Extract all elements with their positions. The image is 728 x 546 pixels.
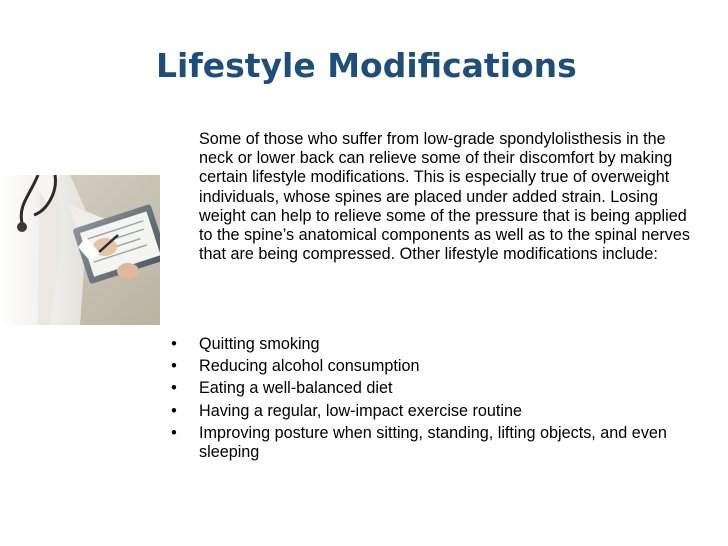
doctor-clipboard-photo bbox=[0, 175, 160, 325]
bullet-item bbox=[168, 379, 708, 398]
bullet-text: Improving posture when sitting, standing, lifting objects, and even sleeping bbox=[199, 423, 667, 462]
bullet-text: Reducing alcohol consumption bbox=[199, 357, 420, 376]
bullet-glyph: • bbox=[171, 423, 177, 442]
lifestyle-bullet-list bbox=[168, 335, 708, 465]
bullet-item bbox=[168, 424, 708, 462]
bullet-glyph: • bbox=[171, 357, 177, 376]
bullet-text: Having a regular, low-impact exercise routine bbox=[199, 401, 522, 420]
bullet-glyph: • bbox=[171, 401, 177, 420]
doctor-photo-illustration bbox=[0, 175, 160, 325]
bullet-text: Eating a well-balanced diet bbox=[199, 379, 393, 398]
bullet-text: Quitting smoking bbox=[199, 335, 320, 353]
slide-title: Lifestyle Modifications bbox=[156, 46, 577, 85]
bullet-item bbox=[168, 357, 708, 376]
bullet-item bbox=[168, 335, 708, 354]
intro-paragraph: Some of those who suffer from low-grade spondylolisthesis in the neck or lower back can relieve some of their discomfort by making certain lifestyle modifications. This is especially true of overweight individuals, whose spines are placed under added strain. Losing weight can help to relieve some of the pressure that is being applied to the spine’s anatomical components as well as to the spinal nerves that are being compressed. Other lifestyle modifications include: bbox=[199, 130, 690, 264]
bullet-glyph: • bbox=[171, 335, 177, 353]
bullet-glyph: • bbox=[171, 379, 177, 398]
bullet-item bbox=[168, 402, 708, 421]
